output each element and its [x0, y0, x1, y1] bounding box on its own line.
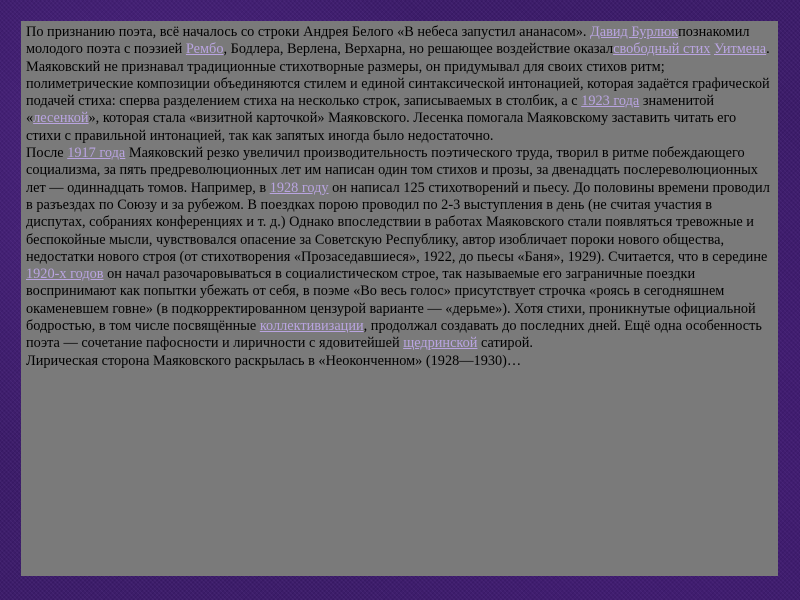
hyperlink[interactable]: 1923 года — [581, 93, 640, 110]
paragraph-text: Маяковский резко увеличил производительность поэтического труда, творил в ритме побеждающего социализма, за пять предреволюционных лет им написан один том стихов и прозы, за двенадцать послереволюционных лет — одиннадцать томов. Например, в — [26, 145, 758, 196]
paragraph-text: Лирическая сторона Маяковского раскрылась в «Неоконченном» (1928—1930)… — [26, 352, 522, 369]
paragraph-text: он написал 125 стихотворений и пьесу. До половины времени проводил в разъездах по Союзу и за рубежом. В поездках порою проводил по 2-3 выступления в день (не считая участия в диспутах, собраниях конференциях и т. д.) Однако впоследствии в работах Маяковского стали появляться тревожные и беспокойные мысли, чувствовался опасение за Советскую Республику, автор изобличает пороки нового общества, недостатки нового строя (от стихотворения «Прозаседавшиеся», 1922, до пьесы «Баня», 1929). Считается, что в середине — [26, 179, 770, 265]
paragraph-text: », которая стала «визитной карточкой» Маяковского. Лесенка помогала Маяковскому заставить читать его стихи с правильной интонацией, так как запятых иногда было недостаточно. — [26, 110, 737, 144]
hyperlink[interactable]: свободный стих — [613, 41, 711, 58]
paragraph — [26, 353, 773, 370]
hyperlink[interactable]: 1928 году — [269, 179, 329, 196]
hyperlink[interactable]: 1920-х годов — [26, 266, 104, 283]
hyperlink[interactable]: Уитмена — [714, 41, 767, 58]
paragraph-text: . Маяковский не признавал традиционные стихотворные размеры, он придумывал для своих стихов ритм; полиметрические композиции объединяются стилем и единой синтаксической интонацией, которая задаётся графической подачей стиха: сперва разделением стиха на несколько строк, записываемых в столбик, а с — [26, 41, 770, 110]
hyperlink[interactable]: коллективизации — [259, 318, 364, 335]
paragraph-text: он начал разочаровываться в социалистическом строе, так называемые его заграничные поездки воспринимают как попытки убежать от себя, в поэме «Во весь голос» присутствует строчка «роясь в сегодняшнем окаменевшем говне» (в подкорректированном цензурой варианте — «дерьме»). Хотя стихи, проникнутые официальной бодростью, в том числе посвящённые — [26, 266, 756, 335]
paragraph-text: познакомил молодого поэта с поэзией — [26, 24, 750, 58]
paragraph-text: , продолжал создавать до последних дней. Ещё одна особенность поэта — сочетание пафосности и лиричности с ядовитейшей — [26, 318, 762, 352]
hyperlink[interactable]: щедринской — [403, 335, 478, 352]
paragraph-text: По признанию поэта, всё началось со строки Андрея Белого «В небеса запустил ананасом». — [26, 24, 591, 40]
paragraph — [26, 24, 773, 145]
text-panel — [21, 21, 778, 576]
paragraph-text: сатирой. — [477, 335, 533, 352]
hyperlink[interactable]: 1917 года — [67, 145, 126, 162]
paragraph-text: , Бодлера, Верлена, Верхарна, но решающее воздействие оказал — [223, 41, 614, 58]
paragraph-text: знаменитой « — [26, 93, 715, 127]
hyperlink[interactable]: лесенкой — [33, 110, 89, 127]
hyperlink[interactable]: Рембо — [185, 41, 224, 58]
paragraph-text: После — [26, 145, 68, 162]
text-body — [26, 24, 773, 370]
hyperlink[interactable]: Давид Бурлюк — [590, 24, 679, 40]
paragraph — [26, 145, 773, 353]
